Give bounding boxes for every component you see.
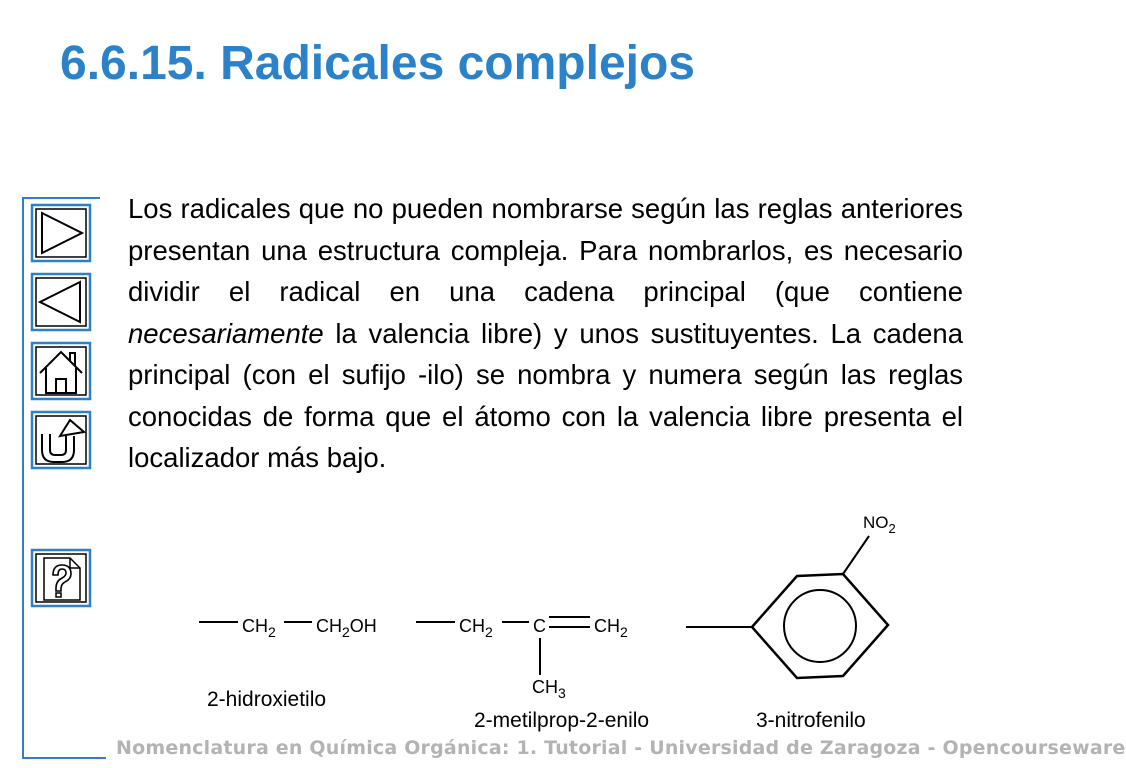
ch2oh-group: $CH_2OH$ — [316, 616, 377, 640]
ch2-terminal-group: $CH_2$ — [594, 616, 628, 640]
nitrophenyl-structure — [686, 513, 896, 732]
c-atom: C — [533, 616, 546, 636]
body-text-emphasis: necesariamente — [128, 317, 324, 349]
methylpropenyl-structure — [416, 616, 649, 732]
hydroxyethyl-structure — [199, 616, 377, 711]
body-text-part1: Los radicales que no pueden nombrarse según las reglas anteriores presentan una estructura compleja. Para nombrarlos, es necesario dividir el radical en una cadena principal (que contiene — [128, 193, 963, 307]
footer-credit: Nomenclatura en Química Orgánica: 1. Tutorial - Universidad de Zaragoza - Opencourseware — [116, 737, 1126, 759]
methylpropenyl-name: 2-metilprop-2-enilo — [474, 709, 650, 732]
nitrophenyl-name: 3-nitrofenilo — [756, 709, 866, 732]
no2-group: $NO_2$ — [863, 513, 896, 536]
page-title: 6.6.15. Radicales complejos — [60, 37, 695, 90]
aromatic-circle — [784, 590, 856, 662]
ch2-group: $CH_2$ — [459, 616, 493, 640]
hydroxyethyl-name: 2-hidroxietilo — [207, 688, 327, 711]
nitro-bond — [843, 536, 869, 574]
ch2-group: $CH_2$ — [242, 616, 276, 640]
body-text-part2: la valencia libre) y unos sustituyentes. La cadena principal (con el sufijo -ilo) se nombra y numera según las reglas conocidas de forma que el átomo con la valencia libre presenta el localizador más bajo. — [128, 317, 963, 473]
ch3-group: $CH_3$ — [532, 677, 566, 701]
